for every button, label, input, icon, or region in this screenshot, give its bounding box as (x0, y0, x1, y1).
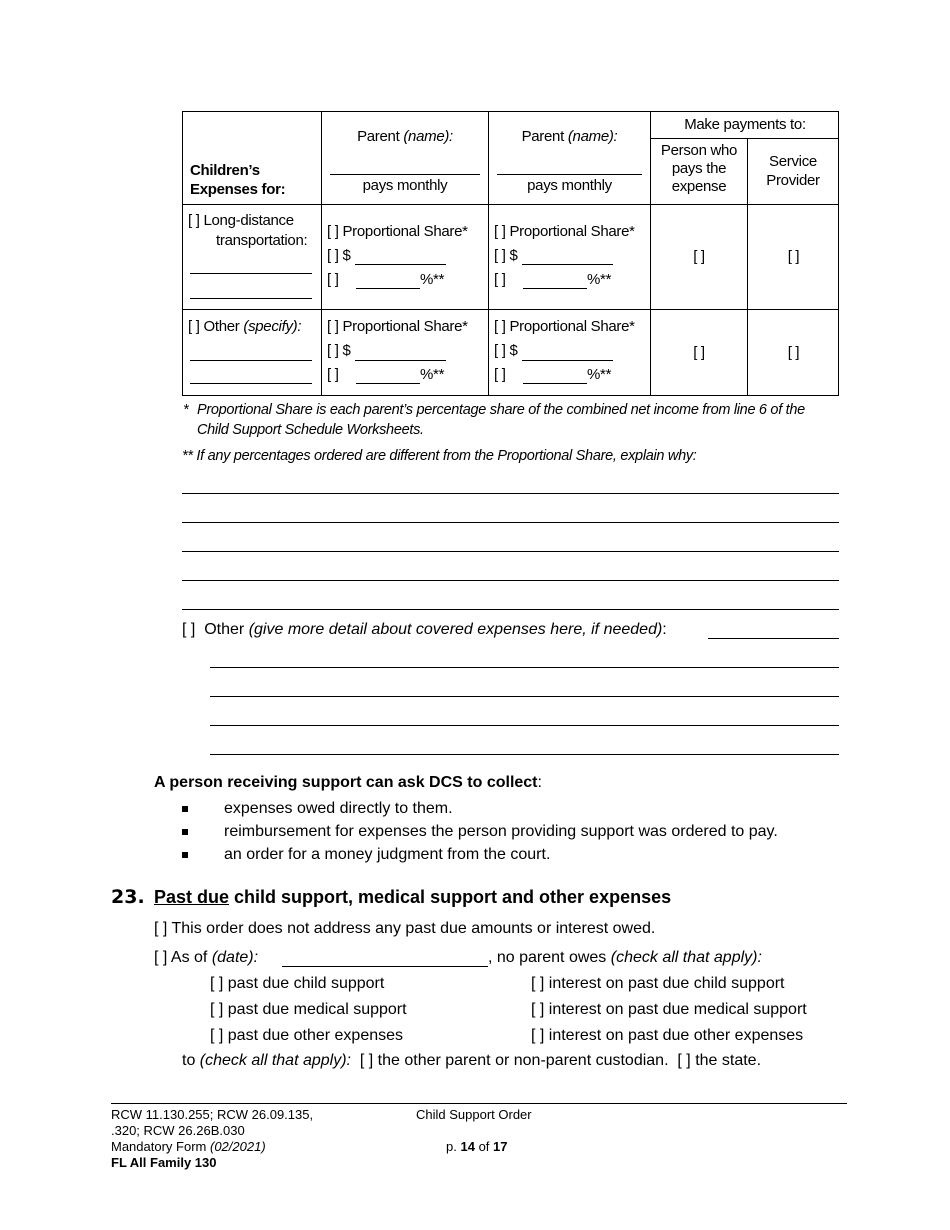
p1-r1-pct-box[interactable]: [ ] (327, 271, 339, 288)
explain-line-5[interactable] (182, 609, 839, 610)
p1-r2-pct-box[interactable]: [ ] (327, 366, 339, 383)
row-long-distance-label[interactable]: [ ] Long-distance (188, 212, 294, 229)
footer-page-of: of (478, 1139, 490, 1154)
p1-r1-pct-field[interactable] (356, 288, 420, 289)
explain-line-4[interactable] (182, 580, 839, 581)
other-detail-line-inline[interactable] (708, 638, 839, 639)
other-detail-line-3[interactable] (210, 725, 839, 726)
past-due-option-2[interactable] (154, 949, 258, 967)
r2-person-checkbox[interactable]: [ ] (693, 344, 705, 361)
section-23-title-underlined: Past due (154, 887, 230, 907)
option-2-rest (488, 949, 762, 967)
dcs-bullet-2: reimbursement for expenses the person providing support was ordered to pay. (224, 823, 778, 840)
to-hint: (check all that apply): (199, 1052, 351, 1069)
header-person-who-pays: Person who pays the expense (660, 142, 738, 195)
interest-other-expenses[interactable]: [ ] interest on past due other expenses (531, 1027, 804, 1044)
p2-r2-proportional-share[interactable]: [ ] Proportional Share* (494, 318, 635, 335)
p1-r2-proportional-share[interactable]: [ ] Proportional Share* (327, 318, 468, 335)
header-make-payments: Make payments to: (684, 116, 806, 133)
option-2-hint: (check all that apply): (610, 949, 762, 966)
other-detail-line-1[interactable] (190, 360, 312, 361)
other-checkbox[interactable]: [ ] (182, 621, 196, 638)
p2-r1-dollar-field[interactable] (522, 264, 613, 265)
dcs-heading-text: A person receiving support can ask DCS to collect (154, 774, 538, 791)
bullet-icon (182, 806, 188, 812)
long-distance-detail-line-2[interactable] (190, 298, 312, 299)
footer-divider (111, 1103, 847, 1104)
header-service-provider: Service Provider (766, 153, 820, 189)
bullet-icon (182, 829, 188, 835)
footer-mandatory-date: (02/2021) (210, 1139, 266, 1154)
other-expenses-option[interactable] (182, 621, 667, 639)
row-divider (650, 138, 839, 139)
footnote-star-mark: * (183, 402, 189, 418)
footer-page (446, 1139, 508, 1154)
r1-service-checkbox[interactable]: [ ] (787, 248, 800, 265)
other-detail-line-2[interactable] (190, 383, 312, 384)
parent-2-pays-monthly: pays monthly (527, 177, 612, 194)
option-2-date-label: (date): (211, 949, 259, 966)
past-due-medical-support[interactable]: [ ] past due medical support (210, 1001, 407, 1018)
footer-mandatory (111, 1139, 313, 1155)
r2-service-checkbox[interactable]: [ ] (787, 344, 800, 361)
footnote-star-text-2: Child Support Schedule Worksheets. (197, 422, 424, 438)
parent-name-hint: (name): (403, 128, 453, 145)
header-parent-1 (322, 128, 488, 145)
past-due-child-support[interactable]: [ ] past due child support (210, 975, 385, 992)
footer-page-total: 17 (493, 1139, 508, 1154)
dcs-bullet-3: an order for a money judgment from the court. (224, 846, 551, 863)
p2-r2-pct-box[interactable]: [ ] (494, 366, 506, 383)
row-other-specify: (specify): (243, 318, 302, 335)
p2-r1-proportional-share[interactable]: [ ] Proportional Share* (494, 223, 635, 240)
other-label: Other (204, 621, 245, 638)
option-2-mid: , no parent owes (488, 949, 607, 966)
past-due-option-1[interactable]: [ ] This order does not address any past due amounts or interest owed. (154, 920, 656, 937)
parent-1-pays-monthly: pays monthly (362, 177, 448, 194)
long-distance-detail-line-1[interactable] (190, 273, 312, 274)
footer-mandatory-label: Mandatory Form (111, 1139, 207, 1154)
p2-r2-dollar-field[interactable] (522, 360, 613, 361)
footer-page-number: 14 (460, 1139, 475, 1154)
parent-2-name-field[interactable] (497, 174, 642, 175)
parent-label: Parent (357, 128, 400, 145)
option-2-box[interactable]: [ ] As of (154, 949, 208, 966)
section-23-title (154, 887, 671, 908)
col-divider (321, 111, 322, 396)
row-long-distance-label-rest: transportation: (216, 232, 308, 249)
explain-line-3[interactable] (182, 551, 839, 552)
footer-title: Child Support Order (416, 1107, 532, 1122)
interest-child-support[interactable]: [ ] interest on past due child support (531, 975, 785, 992)
owed-to-line (182, 1052, 761, 1070)
to-state-option[interactable]: [ ] the state. (677, 1052, 762, 1069)
p2-r2-pct-label: %** (587, 366, 612, 383)
footer-rcw-2: .320; RCW 26.26B.030 (111, 1123, 245, 1138)
p1-r2-pct-field[interactable] (356, 383, 420, 384)
row-divider (182, 309, 839, 310)
explain-line-2[interactable] (182, 522, 839, 523)
footer-rcw-1: RCW 11.130.255; RCW 26.09.135, (111, 1107, 314, 1122)
row-other-label[interactable] (188, 318, 301, 335)
p2-r2-dollar-option[interactable]: [ ] $ (494, 342, 518, 359)
footnote-star-text: Proportional Share is each parent’s percentage share of the combined net income from line 6 of the (197, 402, 805, 418)
p1-r2-pct-label: %** (420, 366, 445, 383)
p2-r1-pct-box[interactable]: [ ] (494, 271, 506, 288)
p1-r1-proportional-share[interactable]: [ ] Proportional Share* (327, 223, 468, 240)
explain-line-1[interactable] (182, 493, 839, 494)
row-other-box: [ ] Other (188, 318, 240, 335)
footer-left (111, 1107, 313, 1171)
dcs-bullet-1: expenses owed directly to them. (224, 800, 453, 817)
footer-form-id: FL All Family 130 (111, 1155, 217, 1170)
p1-r1-dollar-field[interactable] (355, 264, 446, 265)
header-childrens-expenses: Children’s Expenses for: (190, 162, 286, 198)
p2-r2-pct-field[interactable] (523, 383, 587, 384)
other-detail-line-2[interactable] (210, 696, 839, 697)
dcs-heading-colon: : (537, 774, 542, 791)
p1-r2-dollar-field[interactable] (355, 360, 446, 361)
row-divider (182, 204, 839, 205)
other-hint: (give more detail about covered expenses here, if needed) (248, 621, 663, 638)
footer-page-prefix: p. (446, 1139, 457, 1154)
other-colon: : (662, 621, 667, 638)
p2-r1-dollar-option[interactable]: [ ] $ (494, 247, 518, 264)
col-divider (488, 111, 489, 396)
p1-r1-dollar-option[interactable]: [ ] $ (327, 247, 351, 264)
footnote-double-star: ** If any percentages ordered are different from the Proportional Share, explain why: (182, 448, 697, 464)
past-due-other-expenses[interactable]: [ ] past due other expenses (210, 1027, 404, 1044)
parent-label: Parent (521, 128, 564, 145)
to-prefix: to (182, 1052, 196, 1069)
p1-r2-dollar-option[interactable]: [ ] $ (327, 342, 351, 359)
to-other-parent-option[interactable]: [ ] the other parent or non-parent custodian. (359, 1052, 669, 1069)
p2-r1-pct-label: %** (587, 271, 612, 288)
r1-person-checkbox[interactable]: [ ] (693, 248, 705, 265)
other-detail-line-4[interactable] (210, 754, 839, 755)
other-detail-line-1[interactable] (210, 667, 839, 668)
interest-medical-support[interactable]: [ ] interest on past due medical support (531, 1001, 807, 1018)
header-parent-2 (489, 128, 650, 145)
section-23-number: 23. (111, 886, 145, 908)
dcs-heading (154, 774, 542, 792)
section-23-title-rest: child support, medical support and other expenses (229, 887, 672, 907)
p1-r1-pct-label: %** (420, 271, 445, 288)
parent-name-hint: (name): (567, 128, 618, 145)
as-of-date-field[interactable] (282, 966, 488, 967)
parent-1-name-field[interactable] (330, 174, 480, 175)
bullet-icon (182, 852, 188, 858)
p2-r1-pct-field[interactable] (523, 288, 587, 289)
expenses-table (182, 111, 839, 396)
